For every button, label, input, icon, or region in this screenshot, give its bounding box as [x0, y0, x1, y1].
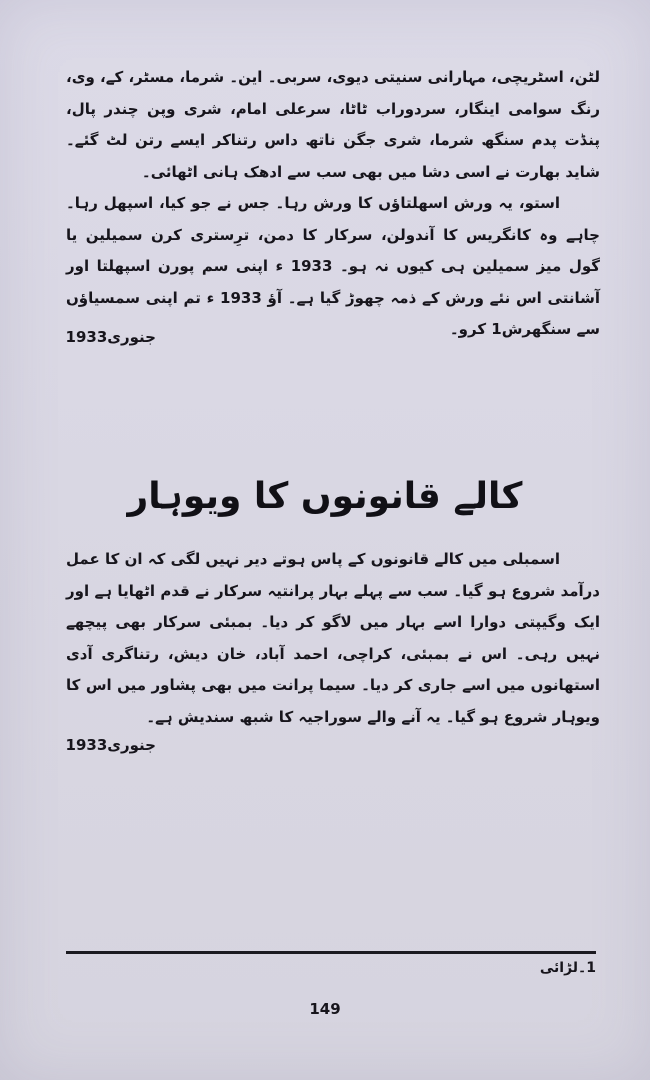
section-1-body — [66, 62, 600, 346]
section-1-date: جنوری1933 — [65, 328, 156, 346]
footnote-divider — [66, 951, 596, 954]
section-2-title: کالے قانونوں کا ویوہار — [127, 476, 523, 518]
section-1-paragraph-2: استو، یہ ورش اسھلتاؤں کا ورش رہا۔ جس نے جو کیا، اسپھل رہا۔ چاہے وہ کانگریس کا آندولن، سرکار کا دمن، ترِستری کرن سمیلین یا گول میز سمیلین ہی کیوں نہ ہو۔ 1933 ء اپنی سم پورن اسپھلتا اور آشانتی اس نئے ورش کے ذمہ چھوڑ گیا ہے۔ آؤ 1933 ء تم اپنی سمسیاؤں سے سنگھرش1 کرو۔ — [66, 194, 600, 338]
section-2-paragraph-1: اسمبلی میں کالے قانونوں کے پاس ہوتے دیر نہیں لگی کہ ان کا عمل درآمد شروع ہو گیا۔ سب سے پہلے بہار پرانتیہ سرکار نے قدم اٹھایا ہے اور ایک وگیپتی دوارا اسے بہار میں لاگو کر دیا۔ بمبئی سرکار بھی پیچھے نہیں رہی۔ اس نے بمبئی، کراچی، احمد آباد، خان دیش، رتناگری آدی استھانوں میں اسے جاری کر دیا۔ سیما پرانت میں بھی پشاور میں اس کا ویوہار شروع ہو گیا۔ یہ آنے والے سوراجیہ کا شبھ سندیش ہے۔ — [66, 550, 600, 726]
section-2-body — [66, 544, 600, 733]
page-number: 149 — [309, 1000, 341, 1018]
section-2-date: جنوری1933 — [65, 736, 156, 754]
section-1-paragraph-1: لٹن، اسٹریچی، مہارانی سنیتی دیوی، سربی۔ این۔ شرما، مسٹر، کے، وی، رنگ سوامی اینگار، سردوراب ٹاٹا، سرعلی امام، شری وپن چندر پال، پنڈت پدم سنگھ شرما، شری جگن ناتھ داس رتناکر ایسے رتن لٹ گئے۔ شاید بھارت نے اسی دشا میں بھی سب سے ادھک ہانی اٹھائی۔ — [66, 68, 600, 181]
footnote: 1۔لڑائی — [539, 960, 596, 976]
